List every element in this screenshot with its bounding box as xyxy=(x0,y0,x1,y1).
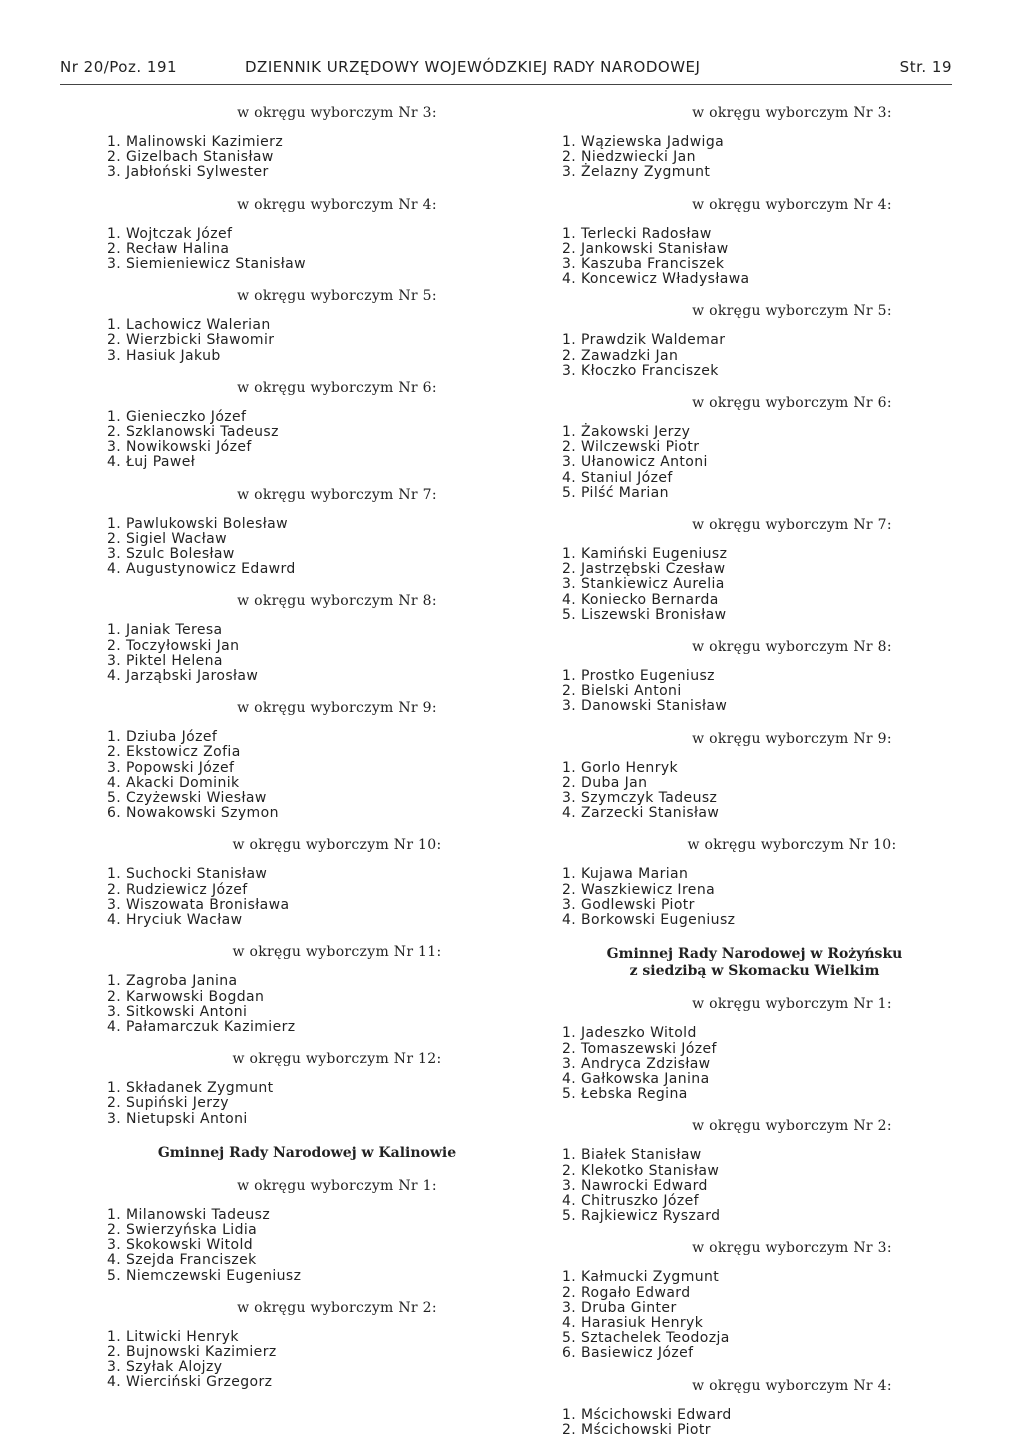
publication-title: DZIENNIK URZĘDOWY WOJEWÓDZKIEJ RADY NARODOWEJ xyxy=(245,58,701,76)
candidate-entry: 5. Pilść Marian xyxy=(562,484,669,501)
candidate-entry: 3. Żelazny Zygmunt xyxy=(562,164,711,181)
candidate-entry: 1. Gienieczko Józef xyxy=(107,408,247,425)
page-header xyxy=(60,58,952,82)
candidate-entry: 4. Koniecko Bernarda xyxy=(562,591,719,608)
candidate-entry: 1. Wojtczak Józef xyxy=(107,225,233,242)
candidate-entry: 2. Klekotko Stanisław xyxy=(562,1162,720,1179)
district-section xyxy=(107,837,452,928)
council-title xyxy=(127,1145,487,1162)
candidate-list xyxy=(562,227,907,288)
candidate-entry: 3. Wiszowata Bronisława xyxy=(107,896,290,913)
district-section xyxy=(107,380,452,471)
candidate-entry: 4. Szejda Franciszek xyxy=(107,1252,257,1269)
candidate-entry: 6. Nowakowski Szymon xyxy=(107,805,279,822)
district-section xyxy=(107,288,452,364)
candidate-entry: 2. Gizelbach Stanisław xyxy=(107,149,274,166)
district-section xyxy=(562,731,907,822)
candidate-entry: 1. Jadeszko Witold xyxy=(562,1025,697,1042)
candidate-entry: 3. Siemieniewicz Stanisław xyxy=(107,256,306,273)
candidate-list xyxy=(562,135,907,181)
candidate-entry: 2. Swierzyńska Lidia xyxy=(107,1221,258,1238)
candidate-entry: 1. Dziuba Józef xyxy=(107,729,218,746)
district-section xyxy=(562,197,907,288)
district-heading: w okręgu wyborczym Nr 8: xyxy=(692,639,892,656)
candidate-list xyxy=(107,1208,452,1284)
candidate-entry: 1. Milanowski Tadeusz xyxy=(107,1206,271,1223)
candidate-entry: 4. Harasiuk Henryk xyxy=(562,1314,704,1331)
candidate-entry: 2. Mścichowski Piotr xyxy=(562,1421,711,1438)
candidate-list xyxy=(107,1081,452,1127)
candidate-entry: 2. Ekstowicz Zofia xyxy=(107,744,241,761)
district-heading: w okręgu wyborczym Nr 6: xyxy=(692,395,892,412)
candidate-entry: 4. Akacki Dominik xyxy=(107,774,240,791)
candidate-entry: 3. Stankiewicz Aurelia xyxy=(562,576,725,593)
candidate-list xyxy=(107,867,452,928)
district-section xyxy=(107,1300,452,1391)
candidate-entry: 2. Wierzbicki Sławomir xyxy=(107,332,275,349)
district-heading: w okręgu wyborczym Nr 4: xyxy=(237,196,437,213)
candidate-entry: 1. Janiak Teresa xyxy=(107,622,223,639)
candidate-entry: 2. Recław Halina xyxy=(107,240,230,257)
candidate-entry: 3. Szulc Bolesław xyxy=(107,546,235,563)
candidate-entry: 4. Jarząbski Jarosław xyxy=(107,668,259,685)
candidate-list xyxy=(107,974,452,1035)
council-title-line: Gminnej Rady Narodowej w Rożyńsku xyxy=(606,946,903,963)
district-section xyxy=(107,1051,452,1127)
candidate-entry: 5. Czyżewski Wiesław xyxy=(107,790,267,807)
district-section xyxy=(107,1178,452,1284)
candidate-entry: 1. Żakowski Jerzy xyxy=(562,424,691,441)
candidate-list xyxy=(107,227,452,273)
district-section xyxy=(562,1240,907,1361)
district-section xyxy=(562,1118,907,1224)
candidate-entry: 2. Szklanowski Tadeusz xyxy=(107,424,279,441)
candidate-entry: 5. Sztachelek Teodozja xyxy=(562,1330,730,1347)
candidate-entry: 3. Jabłoński Sylwester xyxy=(107,164,269,181)
candidate-list xyxy=(107,1330,452,1391)
candidate-entry: 3. Nawrocki Edward xyxy=(562,1177,708,1194)
candidate-entry: 2. Bujnowski Kazimierz xyxy=(107,1343,277,1360)
district-section xyxy=(107,105,452,181)
council-title-line: Gminnej Rady Narodowej w Kalinowie xyxy=(157,1144,457,1161)
candidate-entry: 4. Borkowski Eugeniusz xyxy=(562,912,736,929)
candidate-entry: 2. Jastrzębski Czesław xyxy=(562,561,726,578)
district-heading: w okręgu wyborczym Nr 1: xyxy=(692,996,892,1013)
candidate-entry: 2. Wilczewski Piotr xyxy=(562,439,700,456)
candidate-entry: 3. Ułanowicz Antoni xyxy=(562,454,708,471)
candidate-entry: 6. Basiewicz Józef xyxy=(562,1345,694,1362)
district-section xyxy=(562,517,907,623)
candidate-entry: 2. Niedzwiecki Jan xyxy=(562,149,696,166)
candidate-entry: 5. Łebska Regina xyxy=(562,1086,688,1103)
district-heading: w okręgu wyborczym Nr 6: xyxy=(237,379,437,396)
candidate-entry: 2. Jankowski Stanisław xyxy=(562,240,729,257)
candidate-entry: 4. Chitruszko Józef xyxy=(562,1192,699,1209)
candidate-entry: 1. Kamiński Eugeniusz xyxy=(562,546,728,563)
district-section xyxy=(562,639,907,715)
district-heading: w okręgu wyborczym Nr 3: xyxy=(237,105,437,121)
candidate-entry: 4. Zarzecki Stanisław xyxy=(562,805,720,822)
district-heading: w okręgu wyborczym Nr 9: xyxy=(692,730,892,747)
council-title xyxy=(582,946,927,980)
candidate-entry: 1. Lachowicz Walerian xyxy=(107,317,271,334)
page-number: Str. 19 xyxy=(899,58,952,76)
district-heading: w okręgu wyborczym Nr 8: xyxy=(237,593,437,610)
candidate-entry: 4. Pałamarczuk Kazimierz xyxy=(107,1018,296,1035)
district-section xyxy=(107,700,452,821)
candidate-entry: 3. Hasiuk Jakub xyxy=(107,347,221,364)
candidate-entry: 3. Sitkowski Antoni xyxy=(107,1003,248,1020)
district-heading: w okręgu wyborczym Nr 7: xyxy=(237,486,437,503)
candidate-entry: 2. Rogało Edward xyxy=(562,1284,691,1301)
district-heading: w okręgu wyborczym Nr 10: xyxy=(687,837,897,854)
candidate-entry: 1. Kujawa Marian xyxy=(562,866,689,883)
candidate-entry: 1. Mścichowski Edward xyxy=(562,1406,732,1423)
candidate-entry: 3. Andryca Zdzisław xyxy=(562,1055,711,1072)
candidate-entry: 1. Białek Stanisław xyxy=(562,1147,702,1164)
candidate-list xyxy=(562,1270,907,1361)
district-section xyxy=(562,303,907,379)
candidate-entry: 3. Szyłak Alojzy xyxy=(107,1359,223,1376)
district-heading: w okręgu wyborczym Nr 3: xyxy=(692,105,892,121)
candidate-entry: 2. Zawadzki Jan xyxy=(562,347,679,364)
district-section xyxy=(107,944,452,1035)
candidate-entry: 1. Zagroba Janina xyxy=(107,973,238,990)
candidate-entry: 3. Skokowski Witold xyxy=(107,1237,254,1254)
district-heading: w okręgu wyborczym Nr 3: xyxy=(692,1240,892,1257)
candidate-entry: 4. Augustynowicz Edawrd xyxy=(107,561,296,578)
candidate-entry: 3. Danowski Stanisław xyxy=(562,698,728,715)
header-rule xyxy=(60,84,952,85)
candidate-entry: 3. Druba Ginter xyxy=(562,1299,677,1316)
candidate-entry: 2. Sigiel Wacław xyxy=(107,530,227,547)
candidate-list xyxy=(562,1148,907,1224)
candidate-entry: 5. Rajkiewicz Ryszard xyxy=(562,1208,721,1225)
candidate-entry: 5. Niemczewski Eugeniusz xyxy=(107,1267,302,1284)
candidate-entry: 2. Toczyłowski Jan xyxy=(107,637,240,654)
district-heading: w okręgu wyborczym Nr 2: xyxy=(692,1118,892,1135)
candidate-entry: 1. Prostko Eugeniusz xyxy=(562,668,715,685)
candidate-entry: 1. Suchocki Stanisław xyxy=(107,866,268,883)
candidate-entry: 4. Staniul Józef xyxy=(562,469,673,486)
candidate-list xyxy=(562,1408,907,1438)
candidate-list xyxy=(562,547,907,623)
candidate-list xyxy=(107,318,452,364)
district-heading: w okręgu wyborczym Nr 4: xyxy=(692,1377,892,1394)
candidate-entry: 3. Piktel Helena xyxy=(107,652,223,669)
candidate-list xyxy=(562,425,907,501)
candidate-list xyxy=(562,867,907,928)
candidate-entry: 2. Rudziewicz Józef xyxy=(107,881,248,898)
candidate-list xyxy=(107,517,452,578)
district-heading: w okręgu wyborczym Nr 7: xyxy=(692,517,892,534)
candidate-list xyxy=(562,333,907,379)
candidate-entry: 1. Gorlo Henryk xyxy=(562,759,679,776)
candidate-entry: 2. Bielski Antoni xyxy=(562,683,682,700)
district-section xyxy=(562,1378,907,1438)
candidate-entry: 1. Wąziewska Jadwiga xyxy=(562,134,725,150)
candidate-list xyxy=(562,1026,907,1102)
candidate-entry: 5. Liszewski Bronisław xyxy=(562,606,727,623)
candidate-entry: 2. Karwowski Bogdan xyxy=(107,988,265,1005)
candidate-entry: 3. Nietupski Antoni xyxy=(107,1110,248,1127)
candidate-entry: 3. Godlewski Piotr xyxy=(562,896,695,913)
district-heading: w okręgu wyborczym Nr 10: xyxy=(232,837,442,854)
candidate-entry: 4. Wierciński Grzegorz xyxy=(107,1374,273,1391)
candidate-entry: 1. Pawlukowski Bolesław xyxy=(107,515,288,532)
left-column xyxy=(107,89,457,1391)
council-title-line: z siedzibą w Skomacku Wielkim xyxy=(629,963,880,980)
candidate-list xyxy=(107,135,452,181)
district-heading: w okręgu wyborczym Nr 1: xyxy=(237,1177,437,1194)
candidate-list xyxy=(562,761,907,822)
district-heading: w okręgu wyborczym Nr 5: xyxy=(237,288,437,305)
candidate-entry: 3. Szymczyk Tadeusz xyxy=(562,790,718,807)
candidate-entry: 1. Malinowski Kazimierz xyxy=(107,134,284,150)
candidate-entry: 2. Supiński Jerzy xyxy=(107,1095,229,1112)
district-heading: w okręgu wyborczym Nr 4: xyxy=(692,196,892,213)
district-section xyxy=(562,837,907,928)
district-section xyxy=(562,105,907,181)
district-heading: w okręgu wyborczym Nr 9: xyxy=(237,700,437,717)
candidate-entry: 1. Terlecki Radosław xyxy=(562,225,712,242)
candidate-entry: 2. Waszkiewicz Irena xyxy=(562,881,716,898)
candidate-entry: 4. Gałkowska Janina xyxy=(562,1070,710,1087)
issue-number: Nr 20/Poz. 191 xyxy=(60,58,178,76)
candidate-entry: 1. Prawdzik Waldemar xyxy=(562,332,726,349)
candidate-entry: 3. Kłoczko Franciszek xyxy=(562,362,719,379)
candidate-entry: 3. Kaszuba Franciszek xyxy=(562,256,725,273)
district-section xyxy=(107,593,452,684)
candidate-list xyxy=(107,730,452,821)
district-heading: w okręgu wyborczym Nr 11: xyxy=(232,944,442,961)
candidate-list xyxy=(562,669,907,715)
right-column xyxy=(562,89,907,1438)
candidate-list xyxy=(107,623,452,684)
district-section xyxy=(562,996,907,1102)
district-section xyxy=(562,395,907,501)
candidate-entry: 1. Składanek Zygmunt xyxy=(107,1080,274,1097)
district-section xyxy=(107,197,452,273)
candidate-entry: 3. Popowski Józef xyxy=(107,759,235,776)
district-section xyxy=(107,487,452,578)
candidate-entry: 2. Tomaszewski Józef xyxy=(562,1040,717,1057)
candidate-entry: 1. Kałmucki Zygmunt xyxy=(562,1269,720,1286)
candidate-entry: 4. Łuj Paweł xyxy=(107,454,196,471)
candidate-entry: 2. Duba Jan xyxy=(562,774,648,791)
candidate-entry: 1. Litwicki Henryk xyxy=(107,1328,239,1345)
candidate-entry: 4. Hryciuk Wacław xyxy=(107,912,243,929)
candidate-list xyxy=(107,410,452,471)
candidate-entry: 4. Koncewicz Władysława xyxy=(562,271,750,288)
district-heading: w okręgu wyborczym Nr 2: xyxy=(237,1299,437,1316)
district-heading: w okręgu wyborczym Nr 5: xyxy=(692,303,892,320)
candidate-entry: 3. Nowikowski Józef xyxy=(107,439,252,456)
district-heading: w okręgu wyborczym Nr 12: xyxy=(232,1051,442,1068)
